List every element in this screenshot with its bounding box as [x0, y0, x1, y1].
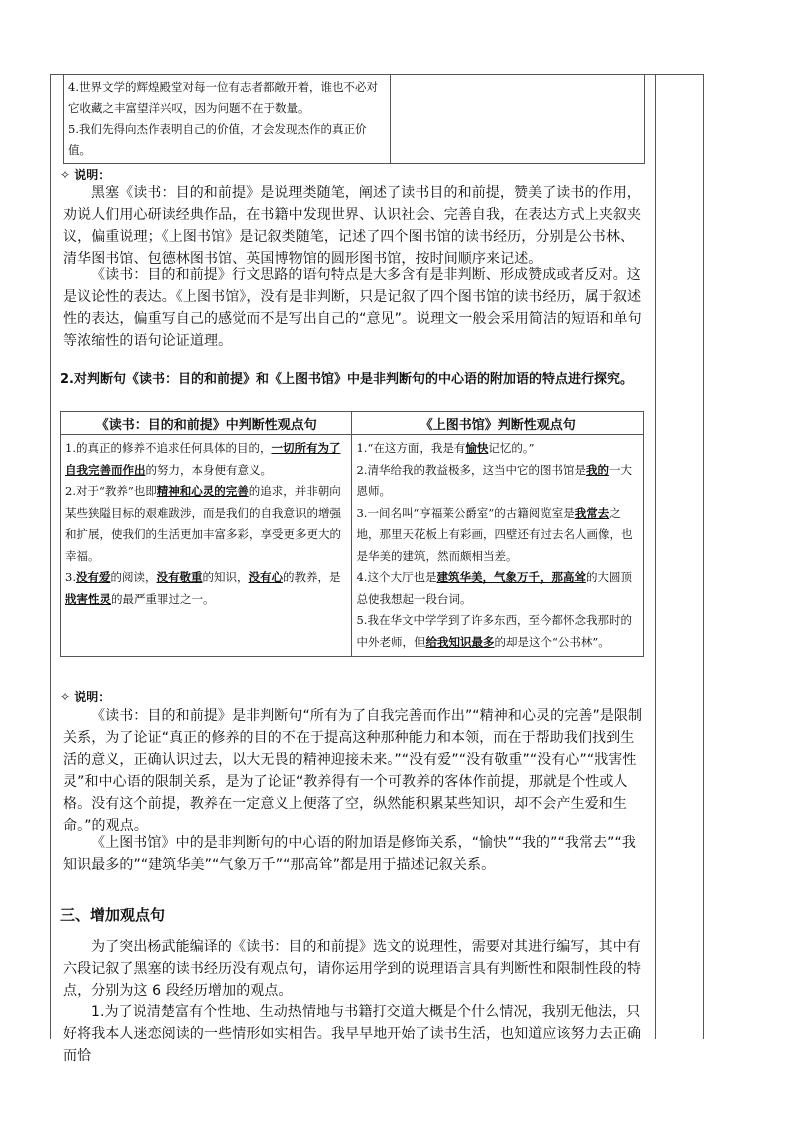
top-item-4: 4.世界文学的辉煌殿堂对每一位有志者都敞开着，谁也不必对它收藏之丰富望洋兴叹，因为问题不在于数量。	[68, 80, 378, 115]
note-1-label: ✧ 说明：	[60, 168, 111, 182]
right-item-3: 3.一间名叫“亨福莱公爵室”的古籍阅览室是我常去之地，那里天花板上有彩画，四壁还有过去名人画像，也是华美的建筑，然而颇相当差。	[356, 505, 633, 563]
section-3-title: 三、增加观点句	[60, 906, 166, 924]
compare-header-right: 《上图书馆》判断性观点句	[352, 412, 644, 435]
left-item-3: 3.没有爱的阅读，没有敬重的知识，没有心的教养，是戕害性灵的最严重罪过之一。	[65, 570, 341, 606]
section-3-paragraph-1: 为了突出杨武能编译的《读书：目的和前提》选文的说理性，需要对其进行编写，其中有六段记叙了黑塞的读书经历没有观点句，请你运用学到的说理语言具有判断性和限制性段的特点，分别为这 6 段经历增加的观点。	[63, 939, 642, 999]
left-item-1: 1.的真正的修养不追求任何具体的目的，一切所有为了自我完善而作出的努力，本身便有意义。	[65, 441, 341, 477]
note-1-paragraph-2: 《读书：目的和前提》行文思路的语句特点是大多含有是非判断、形成赞成或者反对。这是议论性的表达。《上图书馆》，没有是非判断，只是记叙了四个图书馆的读书经历，属于叙述性的表达，偏重写自己的感觉而不是写出自己的“意见”。说理文一般会采用简洁的短语和单句等浓缩性的语句论证道理。	[63, 267, 642, 349]
compare-right-cell	[352, 435, 644, 657]
top-table	[63, 74, 645, 164]
side-column	[653, 74, 704, 1039]
right-item-4: 4.这个大厅也是建筑华美，气象万千，那高耸的大圆顶总使我想起一段台词。	[356, 570, 632, 606]
compare-left-cell	[61, 435, 352, 657]
diamond-icon: ✧	[60, 690, 71, 704]
note-2-paragraph-2: 《上图书馆》中的是非判断句的中心语的附加语是修饰关系，“愉快”“我的”“我常去”“我知识最多的”“建筑华美”“气象万千”“那高耸”都是用于描述记叙关系。	[63, 835, 636, 873]
right-item-2: 2.清华给我的教益极多，这当中它的图书馆是我的一大恩师。	[356, 462, 632, 498]
right-item-5: 5.我在华文中学学到了许多东西，至今都怀念我那时的中外老师，但给我知识最多的却是这个“公书林”。	[356, 613, 632, 649]
right-item-1: 1.“在这方面，我是有愉快记忆的。”	[356, 441, 535, 455]
top-table-cell	[64, 75, 391, 164]
top-item-5: 5.我们先得向杰作表明自己的价值，才会发现杰作的真正价值。	[68, 122, 367, 157]
left-item-2: 2.对于“教养”也即精神和心灵的完善的追求，并非朝向某些狭隘目标的艰难跋涉，而是我们的自我意识的增强和扩展，使我们的生活更加丰富多彩，享受更多更大的幸福。	[65, 484, 341, 563]
compare-table	[60, 411, 644, 657]
compare-header-left: 《读书：目的和前提》中判断性观点句	[61, 412, 352, 435]
section-3-paragraph-2: 1.为了说清楚富有个性地、生动热情地与书籍打交道大概是个什么情况，我别无他法，只好将我本人迷恋阅读的一些情形如实相告。我早早地开始了读书生活，也知道应该努力去正确而恰	[63, 1004, 642, 1064]
note-2-label: ✧ 说明：	[60, 690, 111, 704]
note-2-paragraph-1: 《读书：目的和前提》是非判断句“所有为了自我完善而作出”“精神和心灵的完善”是限制关系，为了论证“真正的修养的目的不在于提高这种那种能力和本领，而在于帮助我们找到生活的意义，正确认识过去，以大无畏的精神迎接未来。”“没有爱”“没有敬重”“没有心”“戕害性灵”和中心语的限制关系，是为了论证“教养得有一个可教养的客体作前提，那就是个性或人格。没有这个前提，教养在一定意义上便落了空，纵然能积累某些知识，却不会产生爱和生命。”的观点。	[63, 708, 643, 834]
question-2-title: 2.对判断句《读书：目的和前提》和《上图书馆》中是非判断句的中心语的附加语的特点进行探究。	[60, 372, 633, 387]
diamond-icon: ✧	[60, 168, 71, 182]
top-table-empty-cell	[391, 75, 645, 164]
note-1-paragraph-1: 黑塞《读书：目的和前提》是说理类随笔，阐述了读书目的和前提，赞美了读书的作用，劝说人们用心研读经典作品，在书籍中发现世界、认识社会、完善自我，在表达方式上夹叙夹议，偏重说理；《上图书馆》是记叙类随笔，记述了四个图书馆的读书经历，分别是公书林、清华图书馆、包德林图书馆、英国博物馆的圆形图书馆，按时间顺序来记述。	[63, 185, 642, 267]
